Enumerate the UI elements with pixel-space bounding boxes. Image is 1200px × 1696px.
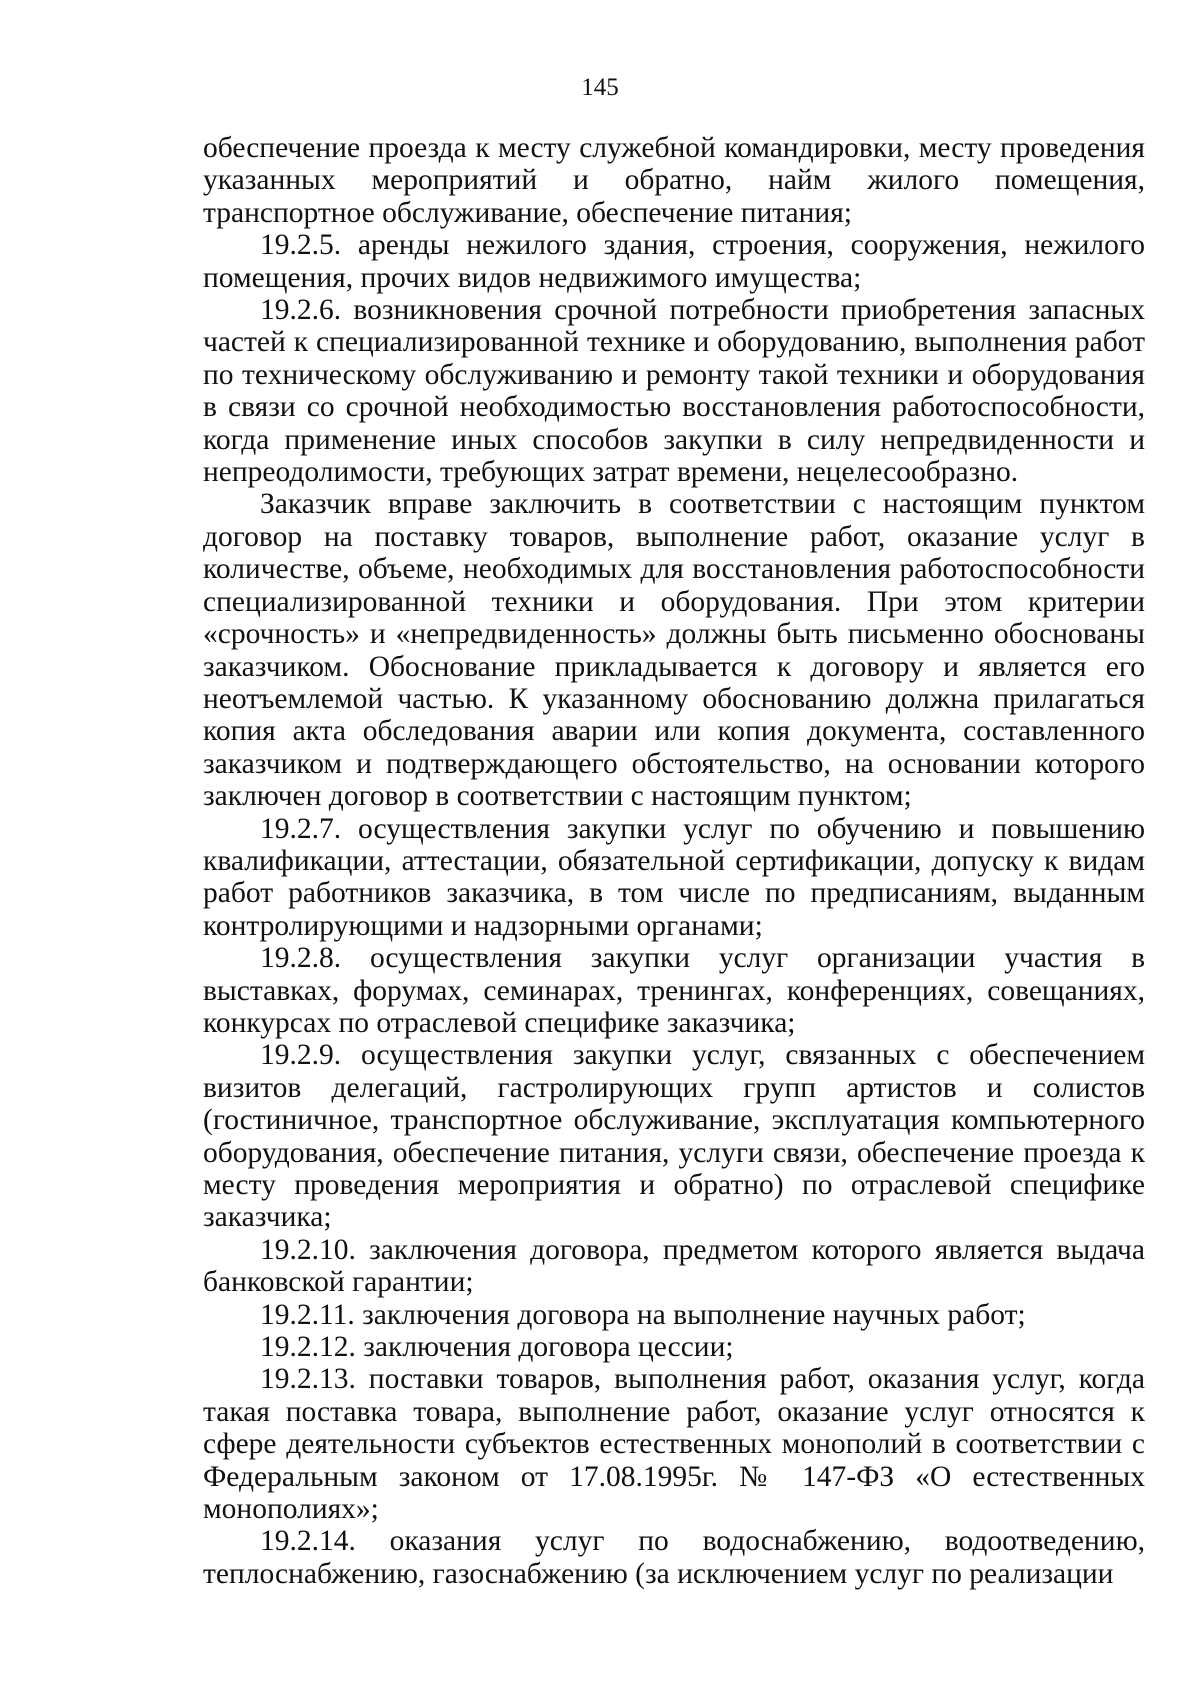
clause-19-2-6 xyxy=(203,294,1145,488)
clause-19-2-12 xyxy=(203,1331,1145,1363)
clause-text: заключения договора цессии; xyxy=(363,1331,734,1364)
clause-number: 19.2.8. xyxy=(260,942,342,975)
page-number: 145 xyxy=(581,74,619,101)
clause-text: оказания услуг по водоснабжению, водоотведению, теплоснабжению, газоснабжению (за исключением услуг по реализации xyxy=(203,1525,1145,1590)
paragraph-continuation xyxy=(203,132,1145,229)
clause-number: 19.2.14. xyxy=(260,1525,356,1558)
clause-text: аренды нежилого здания, строения, сооружения, нежилого помещения, прочих видов недвижимого имущества; xyxy=(203,229,1145,294)
clause-text: осуществления закупки услуг, связанных с обеспечением визитов делегаций, гастролирующих групп артистов и солистов (гостиничное, транспортное обслуживание, эксплуатация компьютерного оборудования, обеспечение питания, услуги связи, обеспечение проезда к месту проведения мероприятия и обратно) по отраслевой специфике заказчика; xyxy=(203,1039,1145,1234)
clause-text: заключения договора на выполнение научных работ; xyxy=(362,1298,1026,1331)
clause-text: возникновения срочной потребности приобретения запасных частей к специализированной технике и оборудованию, выполнения работ по техническому обслуживанию и ремонту такой техники и оборудования в связи со срочной необходимостью восстановления работоспособности, когда применение иных способов закупки в силу непредвиденности и непреодолимости, требующих затрат времени, нецелесообразно. xyxy=(203,294,1146,489)
clause-text: поставки товаров, выполнения работ, оказания услуг, когда такая поставка товара, выполнение работ, оказание услуг относятся к сфере деятельности субъектов естественных монополий в соответствии с Федеральным законом от 17.08.1995г. № 147-ФЗ «О естественных монополиях»; xyxy=(203,1363,1146,1526)
clause-19-2-5 xyxy=(203,229,1145,294)
clause-19-2-14 xyxy=(203,1525,1145,1590)
clause-number: 19.2.6. xyxy=(260,294,342,327)
clause-19-2-8 xyxy=(203,942,1145,1039)
clause-19-2-11 xyxy=(203,1299,1145,1331)
paragraph-text: Заказчик вправе заключить в соответствии с настоящим пунктом договор на поставку товаров, выполнение работ, оказание услуг в количестве, объеме, необходимых для восстановления работоспособности специализированной техники и оборудования. При этом критерии «срочность» и «непредвиденность» должны быть письменно обоснованы заказчиком. Обоснование прикладывается к договору и является его неотъемлемой частью. К указанному обоснованию должна прилагаться копия акта обследования аварии или копия документа, составленного заказчиком и подтверждающего обстоятельство, на основании которого заключен договор в соответствии с настоящим пунктом; xyxy=(203,488,1145,813)
clause-number: 19.2.7. xyxy=(260,812,342,845)
clause-number: 19.2.10. xyxy=(260,1233,356,1266)
clause-text: осуществления закупки услуг по обучению и повышению квалификации, аттестации, обязательной сертификации, допуску к видам работ работников заказчика, в том числе по предписаниям, выданным контролирующими и надзорными органами; xyxy=(203,812,1145,942)
clause-number: 19.2.9. xyxy=(260,1039,342,1072)
clause-number: 19.2.12. xyxy=(260,1331,356,1364)
clause-text: заключения договора, предметом которого является выдача банковской гарантии; xyxy=(203,1233,1145,1299)
paragraph-customer-rights xyxy=(203,488,1145,812)
document-body xyxy=(203,132,1145,1590)
clause-19-2-7 xyxy=(203,813,1145,943)
clause-number: 19.2.11. xyxy=(260,1298,355,1331)
clause-text: осуществления закупки услуг организации участия в выставках, форумах, семинарах, тренингах, конференциях, совещаниях, конкурсах по отраслевой специфике заказчика; xyxy=(203,942,1145,1039)
clause-19-2-13 xyxy=(203,1363,1145,1525)
clause-number: 19.2.5. xyxy=(260,229,342,262)
paragraph-text: обеспечение проезда к месту служебной командировки, месту проведения указанных мероприятий и обратно, найм жилого помещения, транспортное обслуживание, обеспечение питания; xyxy=(203,132,1145,229)
clause-19-2-10 xyxy=(203,1234,1145,1299)
clause-19-2-9 xyxy=(203,1039,1145,1233)
clause-number: 19.2.13. xyxy=(260,1363,356,1396)
